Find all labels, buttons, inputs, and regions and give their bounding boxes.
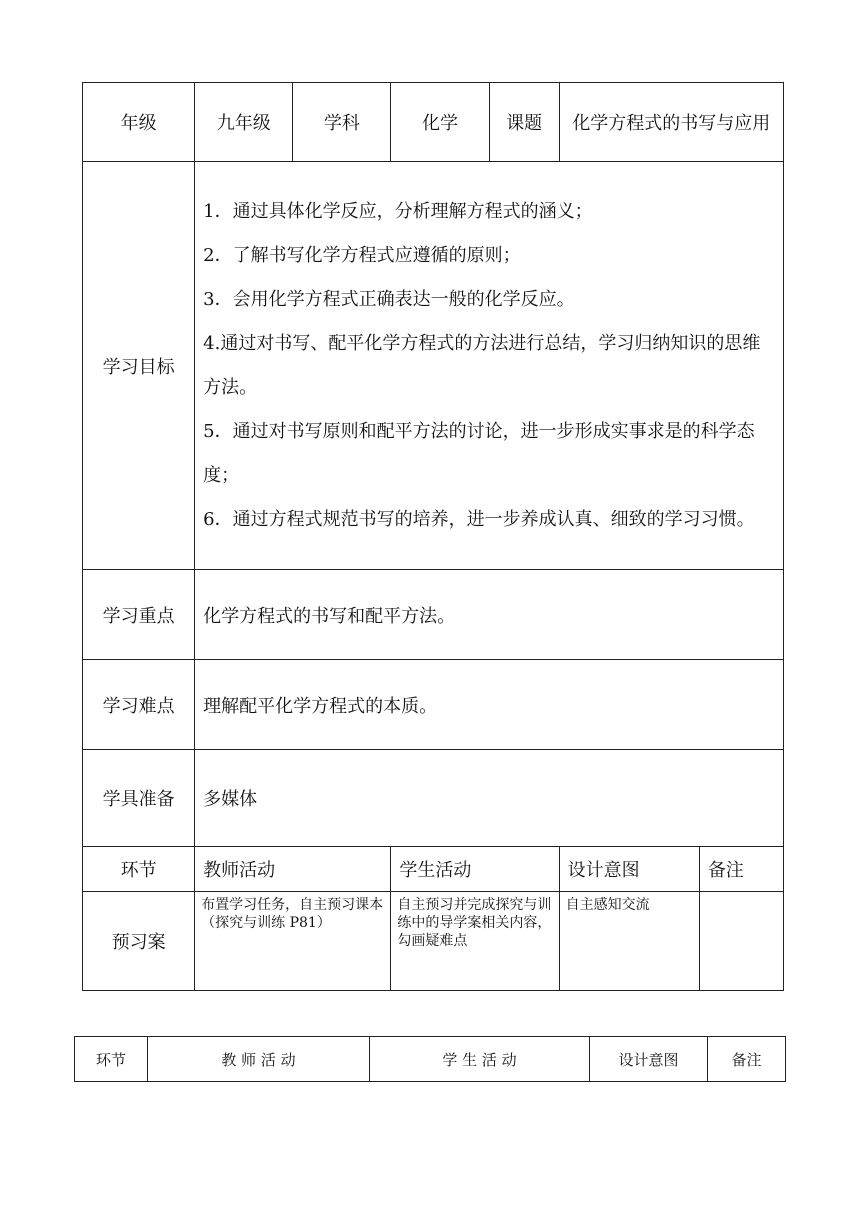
goals-list xyxy=(195,162,784,570)
goal-item: 4.通过对书写、配平化学方程式的方法进行总结，学习归纳知识的思维方法。 xyxy=(203,332,761,398)
preview-intent: 自主感知交流 xyxy=(559,892,699,991)
preview-row xyxy=(83,892,784,991)
grade-label: 年级 xyxy=(83,83,195,162)
teacher-activity-header: 教师活动 xyxy=(195,847,391,892)
activity-header-row xyxy=(83,847,784,892)
difficulty-label: 学习难点 xyxy=(83,660,195,750)
subject-value: 化学 xyxy=(391,83,489,162)
tools-value: 多媒体 xyxy=(195,750,784,847)
student-activity-header-2: 学 生 活 动 xyxy=(370,1037,590,1082)
grade-value: 九年级 xyxy=(195,83,293,162)
tools-label: 学具准备 xyxy=(83,750,195,847)
goal-item: 5．通过对书写原则和配平方法的讨论，进一步形成实事求是的科学态度； xyxy=(203,420,755,486)
lesson-plan-table xyxy=(82,82,784,991)
difficulty-row xyxy=(83,660,784,750)
student-activity-header: 学生活动 xyxy=(391,847,559,892)
stage-header: 环节 xyxy=(83,847,195,892)
goal-item: 6．通过方程式规范书写的培养，进一步养成认真、细致的学习习惯。 xyxy=(203,508,755,530)
header-row xyxy=(83,83,784,162)
key-point-label: 学习重点 xyxy=(83,570,195,660)
key-point-value: 化学方程式的书写和配平方法。 xyxy=(195,570,784,660)
tools-row xyxy=(83,750,784,847)
subject-label: 学科 xyxy=(293,83,391,162)
stage-header-2: 环节 xyxy=(75,1037,148,1082)
topic-value: 化学方程式的书写与应用 xyxy=(559,83,783,162)
design-intent-header-2: 设计意图 xyxy=(590,1037,708,1082)
note-header: 备注 xyxy=(699,847,783,892)
goals-label: 学习目标 xyxy=(83,162,195,570)
preview-student: 自主预习并完成探究与训练中的导学案相关内容，勾画疑难点 xyxy=(391,892,559,991)
goals-row xyxy=(83,162,784,570)
goal-item: 3．会用化学方程式正确表达一般的化学反应。 xyxy=(203,288,575,310)
activity-table-header xyxy=(75,1037,786,1082)
topic-label: 课题 xyxy=(489,83,559,162)
design-intent-header: 设计意图 xyxy=(559,847,699,892)
goal-item: 1．通过具体化学反应，分析理解方程式的涵义； xyxy=(203,200,593,222)
difficulty-value: 理解配平化学方程式的本质。 xyxy=(195,660,784,750)
note-header-2: 备注 xyxy=(708,1037,786,1082)
preview-stage: 预习案 xyxy=(83,892,195,991)
goal-item: 2．了解书写化学方程式应遵循的原则； xyxy=(203,244,521,266)
preview-note xyxy=(699,892,783,991)
preview-teacher: 布置学习任务，自主预习课本（探究与训练 P81） xyxy=(195,892,391,991)
teacher-activity-header-2: 教 师 活 动 xyxy=(148,1037,370,1082)
activity-table xyxy=(74,1036,786,1082)
key-point-row xyxy=(83,570,784,660)
